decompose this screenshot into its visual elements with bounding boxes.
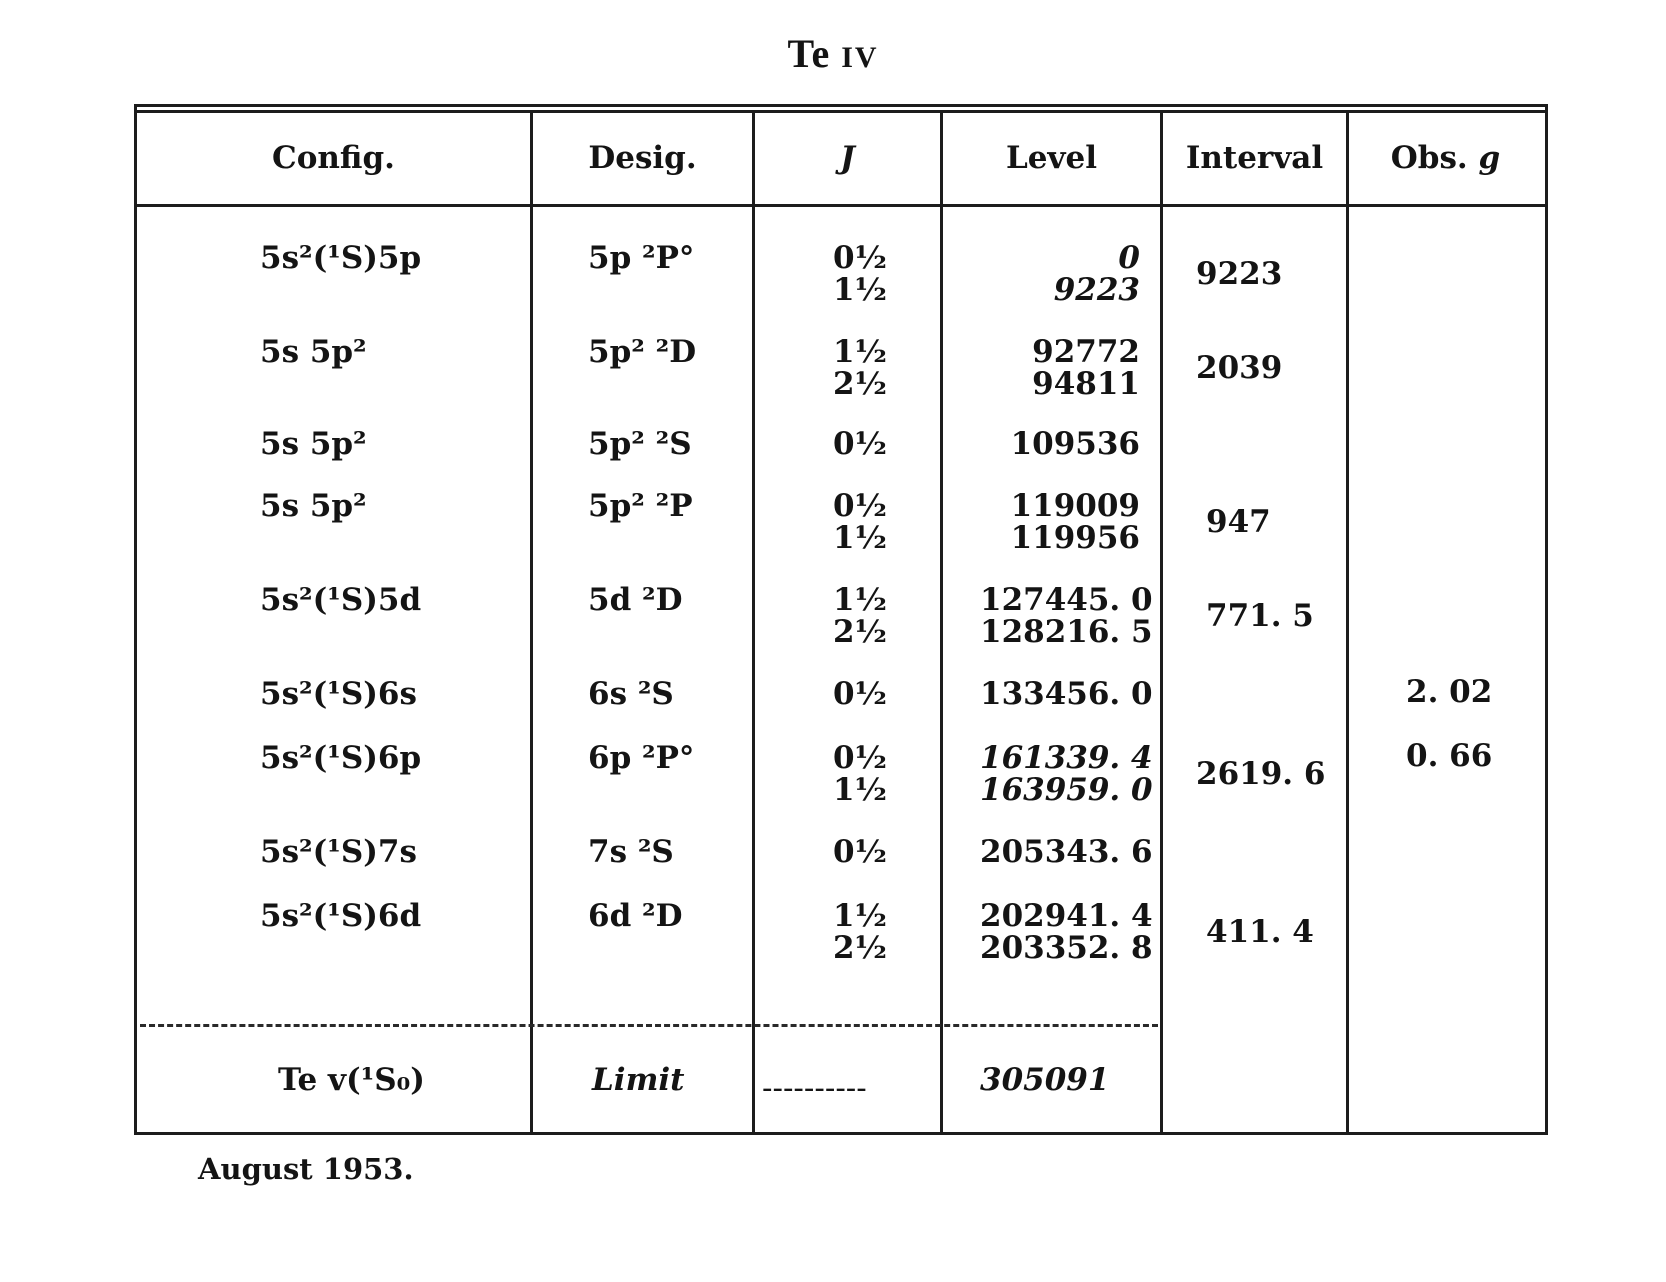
row-j: 0½ [833, 676, 887, 712]
row-config: 5s²(¹S)7s [260, 834, 417, 870]
row-config: 5s 5p² [260, 426, 367, 462]
row-level: 133456. 0 [980, 676, 1153, 712]
row-level: 163959. 0 [980, 772, 1153, 808]
row-level: 119009 [1010, 488, 1140, 524]
footer-date: August 1953. [198, 1152, 414, 1186]
row-config: 5s 5p² [260, 488, 367, 524]
row-obs-g: 0. 66 [1406, 738, 1493, 774]
row-desig: 5p² ²P [588, 488, 693, 524]
title-element: Te [787, 31, 831, 76]
row-desig: 5p² ²S [588, 426, 692, 462]
row-level: 0 [1118, 240, 1140, 276]
row-interval: 9223 [1196, 256, 1283, 292]
row-desig: 6d ²D [588, 898, 683, 934]
header-desig: Desig. [588, 140, 697, 176]
column-divider [752, 110, 755, 1132]
limit-level: 305091 [980, 1062, 1110, 1098]
row-level: 92772 [1032, 334, 1140, 370]
column-divider [1346, 110, 1349, 1132]
row-j: 2½ [833, 614, 887, 650]
row-level: 119956 [1010, 520, 1140, 556]
row-interval: 2039 [1196, 350, 1283, 386]
row-j: 0½ [833, 740, 887, 776]
row-level: 202941. 4 [980, 898, 1153, 934]
row-j: 0½ [833, 834, 887, 870]
row-level: 127445. 0 [980, 582, 1153, 618]
header-rule [137, 204, 1545, 207]
header-obs-g-prefix: Obs. [1390, 140, 1468, 176]
row-level: 205343. 6 [980, 834, 1153, 870]
column-divider [530, 110, 533, 1132]
page-title [0, 30, 1666, 77]
row-desig: 6p ²P° [588, 740, 695, 776]
row-obs-g: 2. 02 [1406, 674, 1493, 710]
header-obs-g-symbol: g [1478, 140, 1501, 176]
row-level: 161339. 4 [980, 740, 1153, 776]
title-ion: IV [841, 41, 879, 74]
row-config: 5s²(¹S)6d [260, 898, 422, 934]
limit-separator [140, 1024, 1158, 1027]
column-divider [1160, 110, 1163, 1132]
row-level: 109536 [1010, 426, 1140, 462]
row-config: 5s²(¹S)6p [260, 740, 422, 776]
row-j: 1½ [833, 272, 887, 308]
row-j: 1½ [833, 772, 887, 808]
row-interval: 771. 5 [1206, 598, 1314, 634]
row-desig: 7s ²S [588, 834, 674, 870]
row-level: 128216. 5 [980, 614, 1153, 650]
header-j-symbol: J [840, 140, 855, 176]
row-desig: 5p² ²D [588, 334, 697, 370]
header-obs-g [1349, 140, 1542, 176]
limit-j-dashes: ---------- [762, 1070, 867, 1106]
header-j [755, 140, 940, 176]
row-level: 203352. 8 [980, 930, 1153, 966]
row-j: 0½ [833, 488, 887, 524]
row-level: 9223 [1053, 272, 1140, 308]
row-desig: 5d ²D [588, 582, 683, 618]
row-config: 5s 5p² [260, 334, 367, 370]
row-j: 1½ [833, 582, 887, 618]
header-interval: Interval [1185, 140, 1324, 176]
row-config: 5s²(¹S)5p [260, 240, 422, 276]
row-level: 94811 [1032, 366, 1140, 402]
row-j: 1½ [833, 898, 887, 934]
row-j: 0½ [833, 240, 887, 276]
row-desig: 6s ²S [588, 676, 674, 712]
row-j: 0½ [833, 426, 887, 462]
row-config: 5s²(¹S)6s [260, 676, 417, 712]
row-j: 1½ [833, 520, 887, 556]
row-j: 2½ [833, 366, 887, 402]
header-config: Config. [272, 140, 395, 176]
limit-desig: Limit [592, 1062, 685, 1098]
row-desig: 5p ²P° [588, 240, 695, 276]
row-config: 5s²(¹S)5d [260, 582, 422, 618]
row-interval: 411. 4 [1206, 914, 1314, 950]
column-divider [940, 110, 943, 1132]
header-level: Level [1005, 140, 1098, 176]
row-interval: 947 [1206, 504, 1271, 540]
row-j: 1½ [833, 334, 887, 370]
row-interval: 2619. 6 [1196, 756, 1326, 792]
row-j: 2½ [833, 930, 887, 966]
limit-config: Te v(¹S₀) [278, 1062, 425, 1098]
